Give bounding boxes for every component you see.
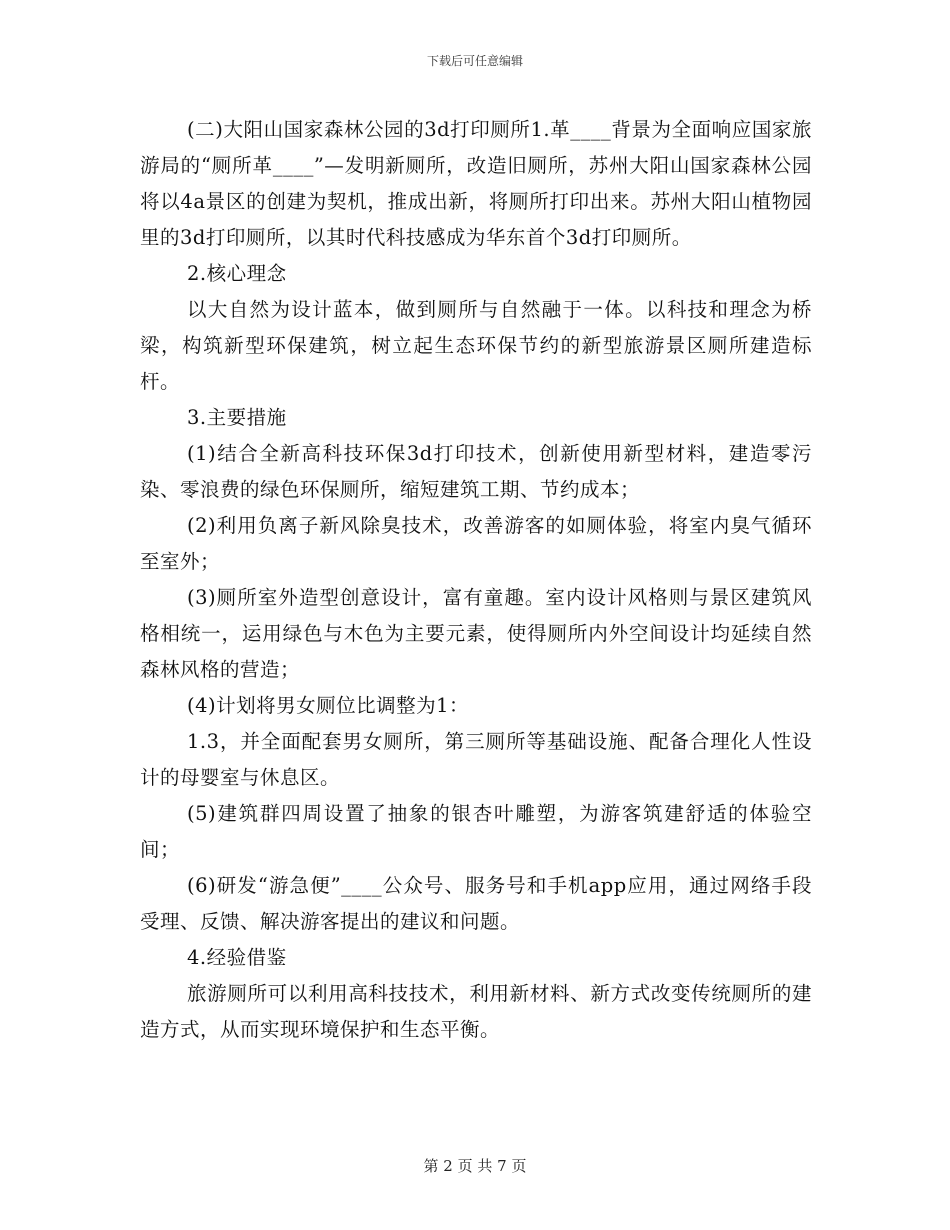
measure-item-4-continued: 1.3，并全面配套男女厕所，第三厕所等基础设施、配备合理化人性设计的母婴室与休息区。 xyxy=(140,730,812,789)
heading-core-concept: 2.核心理念 xyxy=(187,262,287,285)
measure-item-2: (2)利用负离子新风除臭技术，改善游客的如厕体验，将室内臭气循环至室外； xyxy=(140,514,812,573)
measure-item-3: (3)厕所室外造型创意设计，富有童趣。室内设计风格则与景区建筑风格相统一，运用绿色与木色为主要元素，使得厕所内外空间设计均延续自然森林风格的营造； xyxy=(140,586,812,681)
document-body xyxy=(140,112,812,1048)
measure-item-1: (1)结合全新高科技环保3d打印技术，创新使用新型材料，建造零污染、零浪费的绿色环保厕所，缩短建筑工期、节约成本； xyxy=(140,442,812,501)
heading-experience: 4.经验借鉴 xyxy=(187,946,287,969)
measure-item-5: (5)建筑群四周设置了抽象的银杏叶雕塑，为游客筑建舒适的体验空间； xyxy=(140,802,812,861)
paragraph-background: (二)大阳山国家森林公园的3d打印厕所1.革____背景为全面响应国家旅游局的“厕所革____”—发明新厕所，改造旧厕所，苏州大阳山国家森林公园将以4a景区的创建为契机，推成出新，将厕所打印出来。苏州大阳山植物园里的3d打印厕所，以其时代科技感成为华东首个3d打印厕所。 xyxy=(140,118,812,249)
paragraph-core-concept: 以大自然为设计蓝本，做到厕所与自然融于一体。以科技和理念为桥梁，构筑新型环保建筑，树立起生态环保节约的新型旅游景区厕所建造标杆。 xyxy=(140,298,812,393)
page-number: 第 2 页 共 7 页 xyxy=(423,1157,527,1175)
page-header: 下载后可任意编辑 xyxy=(426,54,523,68)
measure-item-4: (4)计划将男女厕位比调整为1： xyxy=(187,694,470,717)
paragraph-experience: 旅游厕所可以利用高科技技术，利用新材料、新方式改变传统厕所的建造方式，从而实现环境保护和生态平衡。 xyxy=(140,982,812,1041)
heading-main-measures: 3.主要措施 xyxy=(187,406,287,429)
measure-item-6: (6)研发“游急便”____公众号、服务号和手机app应用，通过网络手段受理、反馈、解决游客提出的建议和问题。 xyxy=(140,874,812,933)
